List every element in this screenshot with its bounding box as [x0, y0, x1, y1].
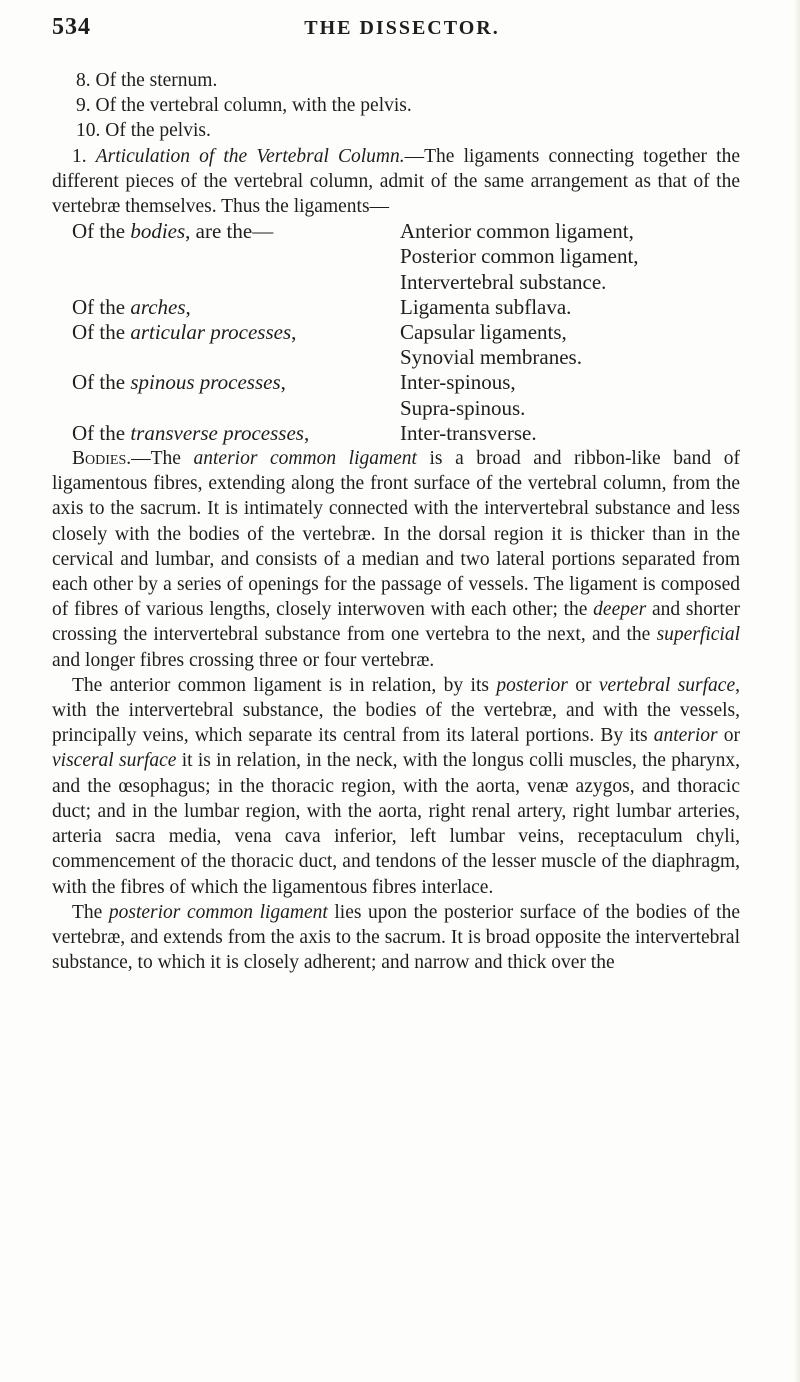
ligament-row	[52, 320, 740, 370]
vertebra-part: Of the spinous processes,	[72, 370, 286, 395]
term: anterior	[653, 725, 718, 747]
section-heading: Bodies.	[72, 448, 132, 470]
ligament-name: Inter-spinous,	[400, 370, 516, 395]
term: posterior	[496, 674, 568, 696]
posterior-paragraph: The posterior common ligament lies upon the posterior surface of the bodies of the vertebræ, and extends from the axis to the sacrum. It is broad opposite the intervertebral substance, to which it is closely adherent; and narrow and thick over the	[52, 901, 740, 974]
ligament-list	[400, 320, 740, 370]
term: posterior common ligament	[108, 901, 328, 923]
term: vertebral surface	[598, 674, 736, 696]
ligament-name: Anterior common ligament,	[400, 219, 634, 244]
ligament-name: Supra-spinous.	[400, 395, 526, 420]
ligament-list	[400, 295, 740, 320]
ligament-name: Ligamenta subflava.	[400, 294, 572, 319]
list-item-9: 9. Of the vertebral column, with the pelvis.	[76, 95, 412, 117]
ligament-name: Posterior common ligament,	[400, 244, 639, 269]
page-number: 534	[52, 14, 91, 40]
ligament-row	[52, 370, 740, 420]
ligament-row	[52, 295, 740, 320]
page-edge	[794, 0, 800, 1382]
term: superficial	[656, 624, 740, 646]
term: visceral surface	[52, 750, 177, 772]
vertebra-part: Of the bodies, are the—	[72, 219, 274, 244]
articulation-paragraph	[52, 144, 740, 220]
vertebra-part: Of the articular processes,	[72, 320, 297, 345]
ligament-name: Capsular ligaments,	[400, 320, 567, 345]
list-item-10: 10. Of the pelvis.	[76, 120, 211, 142]
articulation-text: —The ligaments connecting together the different pieces of the vertebral column, admit of the same arrangement as that of the vertebræ themselves. Thus the ligaments—	[52, 145, 740, 218]
ligament-list	[400, 370, 740, 420]
ligament-name: Synovial membranes.	[400, 345, 582, 370]
bodies-paragraph: Bodies.—The anterior common ligament is a broad and ribbon-like band of ligamentous fibres, extending along the front surface of the vertebral column, from the axis to the sacrum. It is intimately connected with the intervertebral substance and less closely with the bodies of the vertebræ. In the dorsal region it is thicker than in the cervical and lumbar, and consists of a median and two lateral portions separated from each other by a series of openings for the passage of vessels. The ligament is composed of fibres of various lengths, closely interwoven with each other; the deeper and shorter crossing the intervertebral substance from one vertebra to the next, and the superficial and longer fibres crossing three or four vertebræ.	[52, 448, 740, 671]
running-title: THE DISSECTOR.	[304, 17, 500, 39]
articulation-number: 1.	[72, 145, 87, 167]
term: anterior common ligament	[193, 448, 417, 470]
page-header	[52, 14, 752, 50]
vertebra-part: Of the arches,	[72, 294, 191, 319]
list-item-8: 8. Of the sternum.	[76, 70, 218, 91]
ligament-row	[52, 219, 740, 295]
ligament-list	[400, 421, 740, 446]
relation-paragraph: The anterior common ligament is in relation, by its posterior or vertebral surface, with the intervertebral substance, the bodies of the vertebræ, and with the vessels, principally veins, which separate its central from its lateral portions. By its anterior or visceral surface it is in relation, in the neck, with the longus colli muscles, the pharynx, and the œsophagus; in the thoracic region, with the aorta, venæ azygos, and thoracic duct; and in the lumbar region, with the aorta, right renal artery, right lumbar arteries, arteria sacra media, vena cava inferior, left lumbar veins, receptaculum chyli, commencement of the thoracic duct, and tendons of the lesser muscle of the diaphragm, with the fibres of which the ligamentous fibres interlace.	[52, 674, 740, 898]
ligament-name: Inter-transverse.	[400, 420, 537, 445]
ligament-row	[52, 421, 740, 446]
ligament-name: Intervertebral substance.	[400, 269, 607, 294]
body-text	[52, 68, 740, 975]
articulation-title: Articulation of the Vertebral Column.	[95, 145, 405, 167]
ligament-list	[400, 219, 740, 295]
vertebra-part: Of the transverse processes,	[72, 420, 310, 445]
ligament-table	[52, 219, 740, 446]
term: deeper	[593, 599, 647, 621]
